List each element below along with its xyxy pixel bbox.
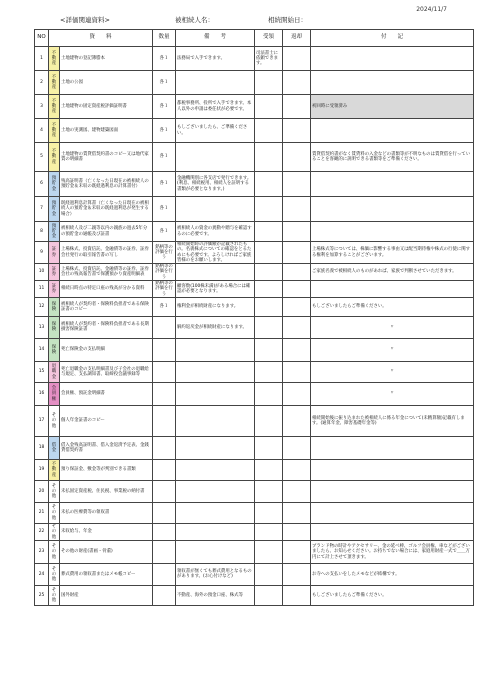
table-row <box>35 172 474 197</box>
category-cell: 退職金 <box>49 361 60 382</box>
category-cell: その他 <box>49 405 60 436</box>
document-date: 2024/11/7 <box>416 6 447 13</box>
returned-cell <box>283 540 311 563</box>
received-cell <box>255 540 283 563</box>
deceased-name-label: 被相続人名： <box>175 16 214 24</box>
remarks-cell: 金融機関別に各支店で発行できます。(利息、相続税用、相続人を証明する書類が必要となります。) <box>176 172 255 197</box>
remarks-cell: 解約返戻金が相続財産になります。 <box>176 316 255 338</box>
row-number: 4 <box>35 119 49 143</box>
table-row <box>35 436 474 459</box>
row-number: 7 <box>35 197 49 222</box>
remarks-cell <box>176 540 255 563</box>
quantity-cell: 各１ <box>153 297 176 316</box>
quantity-cell <box>153 405 176 436</box>
returned-cell <box>283 264 311 281</box>
notes-cell: お寺への支払いをしたメモなどが結構です。 <box>311 563 474 585</box>
table-row <box>35 143 474 172</box>
remarks-cell: 法務局で入手できます。 <box>176 47 255 71</box>
table-row <box>35 264 474 281</box>
received-cell <box>255 405 283 436</box>
quantity-cell: 銘柄等の評価を行う <box>153 281 176 298</box>
table-row <box>35 95 474 119</box>
category-cell: その他 <box>49 540 60 563</box>
received-cell <box>255 71 283 95</box>
received-cell <box>255 119 283 143</box>
notes-cell: 〃 <box>311 338 474 361</box>
table-row <box>35 405 474 436</box>
category-cell: 証券 <box>49 281 60 298</box>
category-cell: 預貯金 <box>49 197 60 222</box>
document-title: <詳価関連資料> <box>60 16 110 24</box>
category-cell: 証券 <box>49 264 60 281</box>
received-cell <box>255 502 283 523</box>
remarks-cell: 被相続人の資金の異動や贈与を確認するのに必要です。 <box>176 222 255 242</box>
category-cell: 不動産 <box>49 71 60 95</box>
quantity-cell: 銘柄等の評価を行う <box>153 242 176 264</box>
material-cell: 上場株式、投資信託、金融債等の証券、証券会社の残高報告書で保護預かり資産明細表 <box>60 264 153 281</box>
table-row <box>35 297 474 316</box>
received-cell <box>255 338 283 361</box>
received-cell <box>255 281 283 298</box>
category-cell: 預貯金 <box>49 172 60 197</box>
received-cell <box>255 143 283 172</box>
col-received: 受領 <box>255 30 283 47</box>
received-cell <box>255 172 283 197</box>
category-cell: 保険 <box>49 338 60 361</box>
remarks-cell <box>176 361 255 382</box>
table-row <box>35 459 474 480</box>
received-cell <box>255 459 283 480</box>
notes-cell <box>311 197 474 222</box>
material-cell: 被相続人が契約者・保険料負担者である保険証書のコピー <box>60 297 153 316</box>
material-cell: 既経過利息計算書（亡くなった日現在の被相続人の預貯金＆未収の既経過利息が発生する場合） <box>60 197 153 222</box>
category-cell: その他 <box>49 563 60 585</box>
notes-cell: 〃 <box>311 361 474 382</box>
received-cell <box>255 563 283 585</box>
material-cell: 会員権、預託金明細書 <box>60 382 153 405</box>
material-cell: 未払の医療費等の領収書 <box>60 502 153 523</box>
notes-cell <box>311 281 474 298</box>
returned-cell <box>283 242 311 264</box>
material-cell: 土地建物の賃貸借契約書のコピー又は地代家賃の明細書 <box>60 143 153 172</box>
row-number: 3 <box>35 95 49 119</box>
received-cell <box>255 222 283 242</box>
row-number: 18 <box>35 436 49 459</box>
notes-cell: 上場株式等については、株価に影響する事由又は配当期待権や株式の行使に関する権利を加算することがございます。 <box>311 242 474 264</box>
returned-cell <box>283 361 311 382</box>
row-number: 8 <box>35 222 49 242</box>
row-number: 14 <box>35 338 49 361</box>
material-cell: 未収給与、年金 <box>60 523 153 540</box>
notes-cell <box>311 172 474 197</box>
quantity-cell: 各１ <box>153 143 176 172</box>
remarks-cell <box>176 143 255 172</box>
notes-cell <box>311 480 474 502</box>
row-number: 22 <box>35 523 49 540</box>
notes-cell <box>311 459 474 480</box>
notes-cell <box>311 71 474 95</box>
category-cell: 保険 <box>49 297 60 316</box>
table-row <box>35 281 474 298</box>
remarks-cell <box>176 197 255 222</box>
notes-cell <box>311 436 474 459</box>
quantity-cell: 銘柄等の評価を行う <box>153 264 176 281</box>
received-cell: 司法書士に依頼できます。 <box>255 47 283 71</box>
quantity-cell: 各１ <box>153 222 176 242</box>
returned-cell <box>283 297 311 316</box>
returned-cell <box>283 143 311 172</box>
material-cell: 被相続人及び二親等以内の親族の過去5年分の預貯金の通帳及び証書 <box>60 222 153 242</box>
table-row <box>35 382 474 405</box>
notes-cell <box>311 119 474 143</box>
received-cell <box>255 436 283 459</box>
returned-cell <box>283 197 311 222</box>
category-cell: その他 <box>49 585 60 605</box>
returned-cell <box>283 95 311 119</box>
row-number: 25 <box>35 585 49 605</box>
remarks-cell <box>176 405 255 436</box>
category-cell: 不動産 <box>49 459 60 480</box>
remarks-cell: もしございましたら、ご準備ください。 <box>176 119 255 143</box>
quantity-cell: 各１ <box>153 197 176 222</box>
returned-cell <box>283 281 311 298</box>
remarks-cell: 領収書が無くても葬式費用となるものがあります。(お心付けなど) <box>176 563 255 585</box>
returned-cell <box>283 459 311 480</box>
material-cell: 土地の公図 <box>60 71 153 95</box>
row-number: 2 <box>35 71 49 95</box>
col-notes: 付 記 <box>311 30 474 47</box>
notes-cell: 賃貸借契約書がなく賃貸料の入金などの書類等が不明なものは賃貸借を行っていることを客観的に説明できる書類等をご準備ください。 <box>311 143 474 172</box>
remarks-cell <box>176 338 255 361</box>
material-cell: 土地建物の固定資産税評価証明書 <box>60 95 153 119</box>
row-number: 6 <box>35 172 49 197</box>
returned-cell <box>283 405 311 436</box>
material-cell: 土地建物の登記簿謄本 <box>60 47 153 71</box>
material-cell: 預り保証金、敷金等が判別できる書類 <box>60 459 153 480</box>
remarks-cell <box>176 480 255 502</box>
category-cell: その他 <box>49 523 60 540</box>
row-number: 11 <box>35 281 49 298</box>
material-cell: 葬式費用の領収書またはメモ帳コピー <box>60 563 153 585</box>
quantity-cell <box>153 480 176 502</box>
returned-cell <box>283 338 311 361</box>
table-row <box>35 585 474 605</box>
remarks-cell: 不動産、海外の預金口座、株式等 <box>176 585 255 605</box>
row-number: 10 <box>35 264 49 281</box>
quantity-cell <box>153 563 176 585</box>
row-number: 15 <box>35 361 49 382</box>
material-cell: 未払固定資産税、住民税、事業税の納付書 <box>60 480 153 502</box>
material-cell: 死亡保険金の支払明細 <box>60 338 153 361</box>
table-row <box>35 338 474 361</box>
table-row <box>35 563 474 585</box>
quantity-cell <box>153 585 176 605</box>
quantity-cell <box>153 338 176 361</box>
quantity-cell: 各１ <box>153 95 176 119</box>
quantity-cell <box>153 382 176 405</box>
quantity-cell <box>153 436 176 459</box>
inheritance-start-label: 相続開始日： <box>268 16 307 24</box>
returned-cell <box>283 172 311 197</box>
category-cell: 証券 <box>49 242 60 264</box>
table-row <box>35 316 474 338</box>
table-row <box>35 523 474 540</box>
table-row <box>35 540 474 563</box>
table-row <box>35 71 474 95</box>
row-number: 19 <box>35 459 49 480</box>
returned-cell <box>283 382 311 405</box>
notes-cell: ご家族名義で被相続人のものがあれば、家族で判断させていただきます。 <box>311 264 474 281</box>
remarks-cell <box>176 264 255 281</box>
table-row <box>35 242 474 264</box>
returned-cell <box>283 523 311 540</box>
notes-cell: もしございましたらご準備ください。 <box>311 297 474 316</box>
row-number: 9 <box>35 242 49 264</box>
quantity-cell: 各１ <box>153 47 176 71</box>
notes-cell: 〃 <box>311 382 474 405</box>
returned-cell <box>283 480 311 502</box>
material-cell: その他の財産(書画・骨董) <box>60 540 153 563</box>
row-number: 13 <box>35 316 49 338</box>
col-no: NO <box>35 30 49 47</box>
table-row <box>35 119 474 143</box>
notes-cell <box>311 523 474 540</box>
row-number: 5 <box>35 143 49 172</box>
material-cell: 土地の実測図、建物建築図面 <box>60 119 153 143</box>
quantity-cell <box>153 540 176 563</box>
remarks-cell <box>176 436 255 459</box>
col-qty: 数量 <box>153 30 176 47</box>
material-cell: 上場株式、投資信託、金融債等の証券、証券会社発行の取引報告書の写し <box>60 242 153 264</box>
materials-table <box>34 29 474 606</box>
table-row <box>35 502 474 523</box>
returned-cell <box>283 502 311 523</box>
quantity-cell <box>153 361 176 382</box>
category-cell: その他 <box>49 502 60 523</box>
received-cell <box>255 361 283 382</box>
returned-cell <box>283 47 311 71</box>
remarks-cell: 権利金が相続財産になります。 <box>176 297 255 316</box>
remarks-cell: 相続開始時の評価額が記載されたもの。名義株式についての確認をとるためにも必要です。よろしければご家族皆様のをお願いします。 <box>176 242 255 264</box>
quantity-cell <box>153 502 176 523</box>
quantity-cell: 各１ <box>153 119 176 143</box>
row-number: 12 <box>35 297 49 316</box>
received-cell <box>255 523 283 540</box>
col-remarks: 備 考 <box>176 30 255 47</box>
category-cell: 預貯金 <box>49 222 60 242</box>
category-cell: 不動産 <box>49 47 60 71</box>
received-cell <box>255 480 283 502</box>
quantity-cell: 各１ <box>153 172 176 197</box>
material-cell: 相続日時点の特定口座の残高が分かる資料 <box>60 281 153 298</box>
category-cell: 不動産 <box>49 95 60 119</box>
notes-cell: 初回時に受領済み <box>311 95 474 119</box>
received-cell <box>255 382 283 405</box>
table-header-row <box>35 30 474 47</box>
material-cell: 国外財産 <box>60 585 153 605</box>
material-cell: 借入金残高証明書、借入金返済予定表、金銭貸借契約書 <box>60 436 153 459</box>
received-cell <box>255 585 283 605</box>
col-returned: 返却 <box>283 30 311 47</box>
row-number: 21 <box>35 502 49 523</box>
table-row <box>35 480 474 502</box>
remarks-cell <box>176 71 255 95</box>
notes-cell <box>311 47 474 71</box>
quantity-cell <box>153 523 176 540</box>
remarks-cell <box>176 459 255 480</box>
category-cell: 保険 <box>49 316 60 338</box>
row-number: 23 <box>35 540 49 563</box>
returned-cell <box>283 585 311 605</box>
notes-cell <box>311 222 474 242</box>
row-number: 1 <box>35 47 49 71</box>
material-cell: 被相続人が契約者・保険料負担者である長期損害保険証書 <box>60 316 153 338</box>
remarks-cell <box>176 523 255 540</box>
category-cell: その他 <box>49 480 60 502</box>
returned-cell <box>283 563 311 585</box>
received-cell <box>255 264 283 281</box>
row-number: 16 <box>35 382 49 405</box>
notes-cell: 相続開始後に振り込まれた被相続人に係る年金について(未精算額)記載有します。(通算年金、障害基礎年金等) <box>311 405 474 436</box>
received-cell <box>255 95 283 119</box>
category-cell: 借金 <box>49 436 60 459</box>
received-cell <box>255 316 283 338</box>
quantity-cell <box>153 316 176 338</box>
received-cell <box>255 197 283 222</box>
notes-cell: 〃 <box>311 316 474 338</box>
category-cell: 不動産 <box>49 119 60 143</box>
col-material: 資 料 <box>49 30 153 47</box>
category-cell: 会員権 <box>49 382 60 405</box>
material-cell: 個人年金証書のコピー <box>60 405 153 436</box>
quantity-cell <box>153 459 176 480</box>
remarks-cell <box>176 382 255 405</box>
row-number: 20 <box>35 480 49 502</box>
category-cell: 不動産 <box>49 143 60 172</box>
returned-cell <box>283 119 311 143</box>
row-number: 24 <box>35 563 49 585</box>
received-cell <box>255 297 283 316</box>
received-cell <box>255 242 283 264</box>
remarks-cell: 顧客数(100株未満)がある場合には確認が必要となります。 <box>176 281 255 298</box>
table-row <box>35 222 474 242</box>
notes-cell: ブランド物の時計やアクセサリー、金の延べ棒、ゴルフ会員権、車などがございましたら、お知らせください。お持ちでない場合には、家庭用財産一式で＿＿万円にて計上させて頂きます。 <box>311 540 474 563</box>
returned-cell <box>283 222 311 242</box>
row-number: 17 <box>35 405 49 436</box>
returned-cell <box>283 316 311 338</box>
returned-cell <box>283 71 311 95</box>
table-row <box>35 197 474 222</box>
returned-cell <box>283 436 311 459</box>
quantity-cell: 各１ <box>153 71 176 95</box>
material-cell: 残高証明書（亡くなった日現在の被相続人の預貯金＆未収の既経過利息の計算書付） <box>60 172 153 197</box>
table-row <box>35 47 474 71</box>
table-row <box>35 361 474 382</box>
remarks-cell: 都税事務所、役所で入手できます。本人以外の申請は委任状が必要です。 <box>176 95 255 119</box>
remarks-cell <box>176 502 255 523</box>
notes-cell <box>311 502 474 523</box>
material-cell: 死亡退職金の支払明細書及び子会社の退職給与規定、支払調知書、取締役会議事録等 <box>60 361 153 382</box>
notes-cell: もしございましたらご準備ください。 <box>311 585 474 605</box>
